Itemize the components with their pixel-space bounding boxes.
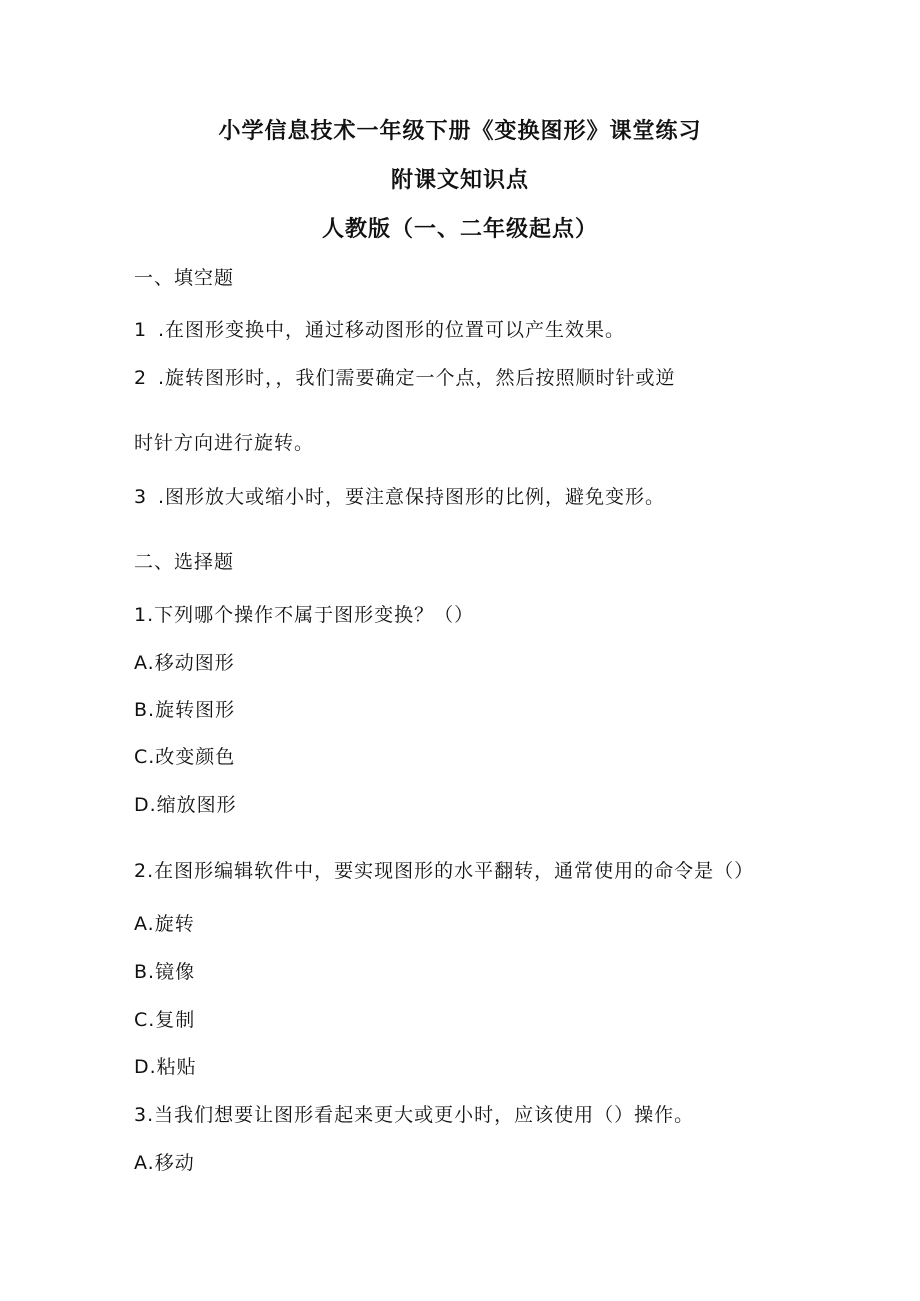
section-heading-fill-blank: 一、填空题 [134, 267, 235, 289]
item-number: 2 [134, 367, 148, 389]
question-2: 2.在图形编辑软件中，要实现图形的水平翻转，通常使用的命令是（） [134, 860, 755, 882]
item-text: .图形放大或缩小时，要注意保持图形的比例，避免变形。 [158, 486, 666, 508]
item-text: .在图形变换中，通过移动图形的位置可以产生效果。 [158, 319, 626, 341]
item-text: .旋转图形时，，我们需要确定一个点，然后按照顺时针或逆 [158, 367, 676, 389]
q1-option-b: B.旋转图形 [134, 699, 236, 721]
question-1: 1.下列哪个操作不属于图形变换？（） [134, 604, 475, 626]
section-heading-choice: 二、选择题 [134, 551, 235, 573]
q1-option-a: A.移动图形 [134, 652, 235, 674]
question-3: 3.当我们想要让图形看起来更大或更小时，应该使用（）操作。 [134, 1104, 695, 1126]
q3-option-a: A.移动 [134, 1152, 195, 1174]
document-title: 小学信息技术一年级下册《变换图形》课堂练习 [218, 119, 702, 144]
q2-option-a: A.旋转 [134, 913, 195, 935]
fill-blank-item-3 [134, 485, 665, 509]
document-edition: 人教版（一、二年级起点） [321, 217, 598, 242]
document-subtitle: 附课文知识点 [390, 168, 529, 193]
fill-blank-item-2-continued: 时针方向进行旋转。 [134, 432, 315, 454]
q2-option-d: D.粘贴 [134, 1056, 197, 1078]
q1-option-c: C.改变颜色 [134, 746, 236, 768]
q1-option-d: D.缩放图形 [134, 794, 237, 816]
fill-blank-item-1 [134, 318, 625, 342]
q2-option-b: B.镜像 [134, 961, 196, 983]
q2-option-c: C.复制 [134, 1009, 196, 1031]
item-number: 1 [134, 319, 148, 341]
item-number: 3 [134, 486, 148, 508]
fill-blank-item-2 [134, 366, 676, 390]
